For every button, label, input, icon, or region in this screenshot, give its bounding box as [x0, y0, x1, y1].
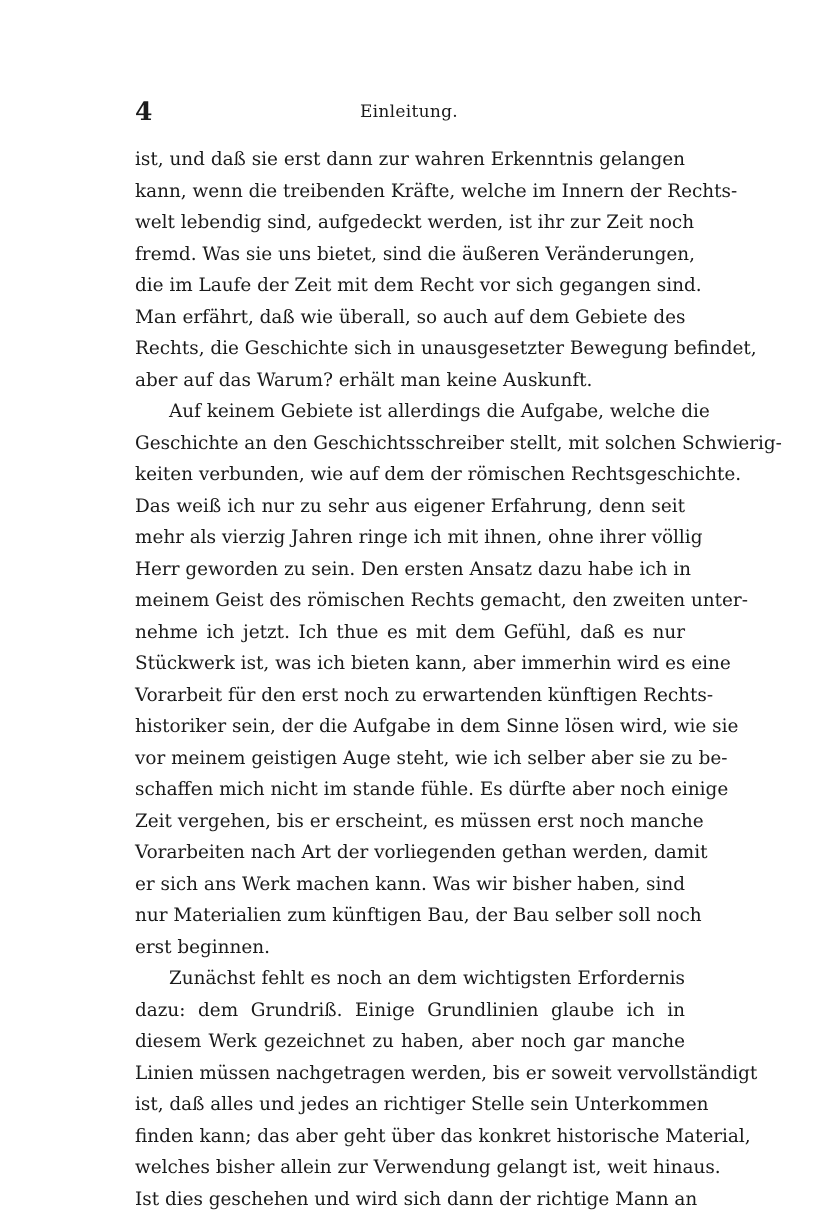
text-line: Linien müssen nachgetragen werden, bis er soweit vervollständigt: [135, 1058, 685, 1090]
page-number: 4: [135, 96, 152, 128]
text-line: nehme ich jetzt. Ich thue es mit dem Gefühl, daß es nur: [135, 617, 685, 649]
text-line: Stückwerk ist, was ich bieten kann, aber immerhin wird es eine: [135, 648, 685, 680]
text-line: nur Materialien zum künftigen Bau, der Bau selber soll noch: [135, 900, 685, 932]
text-line: keiten verbunden, wie auf dem der römischen Rechtsgeschichte.: [135, 459, 685, 491]
text-line: finden kann; das aber geht über das konkret historische Material,: [135, 1121, 685, 1153]
text-line: welches bisher allein zur Verwendung gelangt ist, weit hinaus.: [135, 1152, 685, 1184]
text-line: fremd. Was sie uns bietet, sind die äußeren Veränderungen,: [135, 239, 685, 271]
text-line: Das weiß ich nur zu sehr aus eigener Erfahrung, denn seit: [135, 491, 685, 523]
text-line: er sich ans Werk machen kann. Was wir bisher haben, sind: [135, 869, 685, 901]
text-line: Vorarbeiten nach Art der vorliegenden gethan werden, damit: [135, 837, 685, 869]
running-head: Einleitung.: [135, 98, 683, 126]
text-line: historiker sein, der die Aufgabe in dem Sinne lösen wird, wie sie: [135, 711, 685, 743]
text-line: aber auf das Warum? erhält man keine Auskunft.: [135, 365, 685, 397]
text-line: Auf keinem Gebiete ist allerdings die Aufgabe, welche die: [135, 396, 685, 428]
text-line: Man erfährt, daß wie überall, so auch auf dem Gebiete des: [135, 302, 685, 334]
body-text: [135, 144, 685, 1215]
text-line: mehr als vierzig Jahren ringe ich mit ihnen, ohne ihrer völlig: [135, 522, 685, 554]
text-line: ist, daß alles und jedes an richtiger Stelle sein Unterkommen: [135, 1089, 685, 1121]
text-line: kann, wenn die treibenden Kräfte, welche im Innern der Rechts-: [135, 176, 685, 208]
text-line: vor meinem geistigen Auge steht, wie ich selber aber sie zu be-: [135, 743, 685, 775]
text-line: ist, und daß sie erst dann zur wahren Erkenntnis gelangen: [135, 144, 685, 176]
text-line: die im Laufe der Zeit mit dem Recht vor sich gegangen sind.: [135, 270, 685, 302]
text-line: Herr geworden zu sein. Den ersten Ansatz dazu habe ich in: [135, 554, 685, 586]
text-line: Rechts, die Geschichte sich in unausgesetzter Bewegung befindet,: [135, 333, 685, 365]
text-line: Zeit vergehen, bis er erscheint, es müssen erst noch manche: [135, 806, 685, 838]
text-line: dazu: dem Grundriß. Einige Grundlinien glaube ich in: [135, 995, 685, 1027]
text-line: welt lebendig sind, aufgedeckt werden, ist ihr zur Zeit noch: [135, 207, 685, 239]
text-line: Zunächst fehlt es noch an dem wichtigsten Erfordernis: [135, 963, 685, 995]
text-line: erst beginnen.: [135, 932, 685, 964]
text-line: Geschichte an den Geschichtsschreiber stellt, mit solchen Schwierig-: [135, 428, 685, 460]
text-line: meinem Geist des römischen Rechts gemacht, den zweiten unter-: [135, 585, 685, 617]
text-line: Vorarbeit für den erst noch zu erwartenden künftigen Rechts-: [135, 680, 685, 712]
text-line: Ist dies geschehen und wird sich dann der richtige Mann an: [135, 1184, 685, 1215]
page-header: [135, 96, 683, 128]
text-line: diesem Werk gezeichnet zu haben, aber noch gar manche: [135, 1026, 685, 1058]
text-line: schaffen mich nicht im stande fühle. Es dürfte aber noch einige: [135, 774, 685, 806]
